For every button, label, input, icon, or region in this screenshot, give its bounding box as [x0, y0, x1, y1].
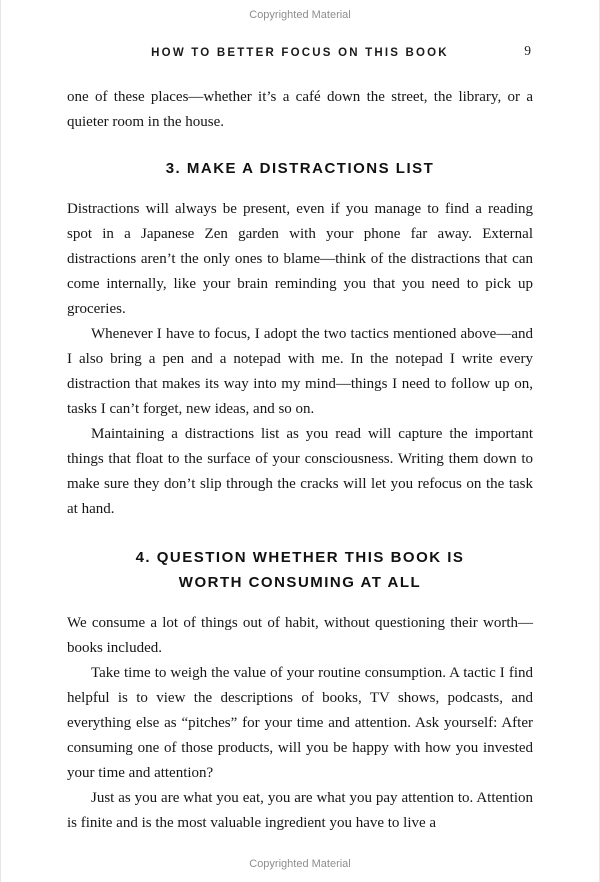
section-4-paragraph-2: Take time to weigh the value of your routine consumption. A tactic I find helpful is to view the descriptions of books, TV shows, podcasts, and everything else as “pitches” for your time and attention. Ask yourself: After consuming one of those products, will you be happy with how you invested your time and attention?	[67, 665, 533, 781]
section-4-paragraph-1: We consume a lot of things out of habit, without questioning their worth—books included.	[67, 615, 533, 656]
intro-paragraph: one of these places—whether it’s a café down the street, the library, or a quieter room in the house.	[67, 89, 533, 130]
running-header-title: HOW TO BETTER FOCUS ON THIS BOOK	[151, 47, 449, 59]
section-heading-3: 3. MAKE A DISTRACTIONS LIST	[165, 160, 435, 177]
section-4-paragraph-3: Just as you are what you eat, you are what you pay attention to. Attention is finite and is the most valuable ingredient you have to live a	[67, 790, 533, 831]
running-header	[67, 43, 533, 59]
copyright-notice-top: Copyrighted Material	[249, 9, 351, 21]
section-3-paragraph-2: Whenever I have to focus, I adopt the two tactics mentioned above—and I also bring a pen and a notepad with me. In the notepad I write every distraction that makes its way into my mind—things I need to follow up on, tasks I can’t forget, new ideas, and so on.	[67, 326, 533, 417]
copyright-notice-bottom: Copyrighted Material	[249, 858, 351, 870]
section-3-paragraph-1: Distractions will always be present, even if you manage to find a reading spot in a Japanese Zen garden with your phone far away. External distractions aren’t the only ones to blame—think of the distractions that can come internally, like your brain reminding you that you need to pick up groceries.	[67, 201, 533, 317]
page-number: 9	[524, 43, 531, 58]
section-heading-4: 4. QUESTION WHETHER THIS BOOK IS WORTH CONSUMING AT ALL	[135, 549, 465, 591]
page-body	[67, 85, 533, 836]
section-3-paragraph-3: Maintaining a distractions list as you read will capture the important things that float to the surface of your consciousness. Writing them down to make sure they don’t slip through the cracks will let you refocus on the task at hand.	[67, 426, 533, 517]
